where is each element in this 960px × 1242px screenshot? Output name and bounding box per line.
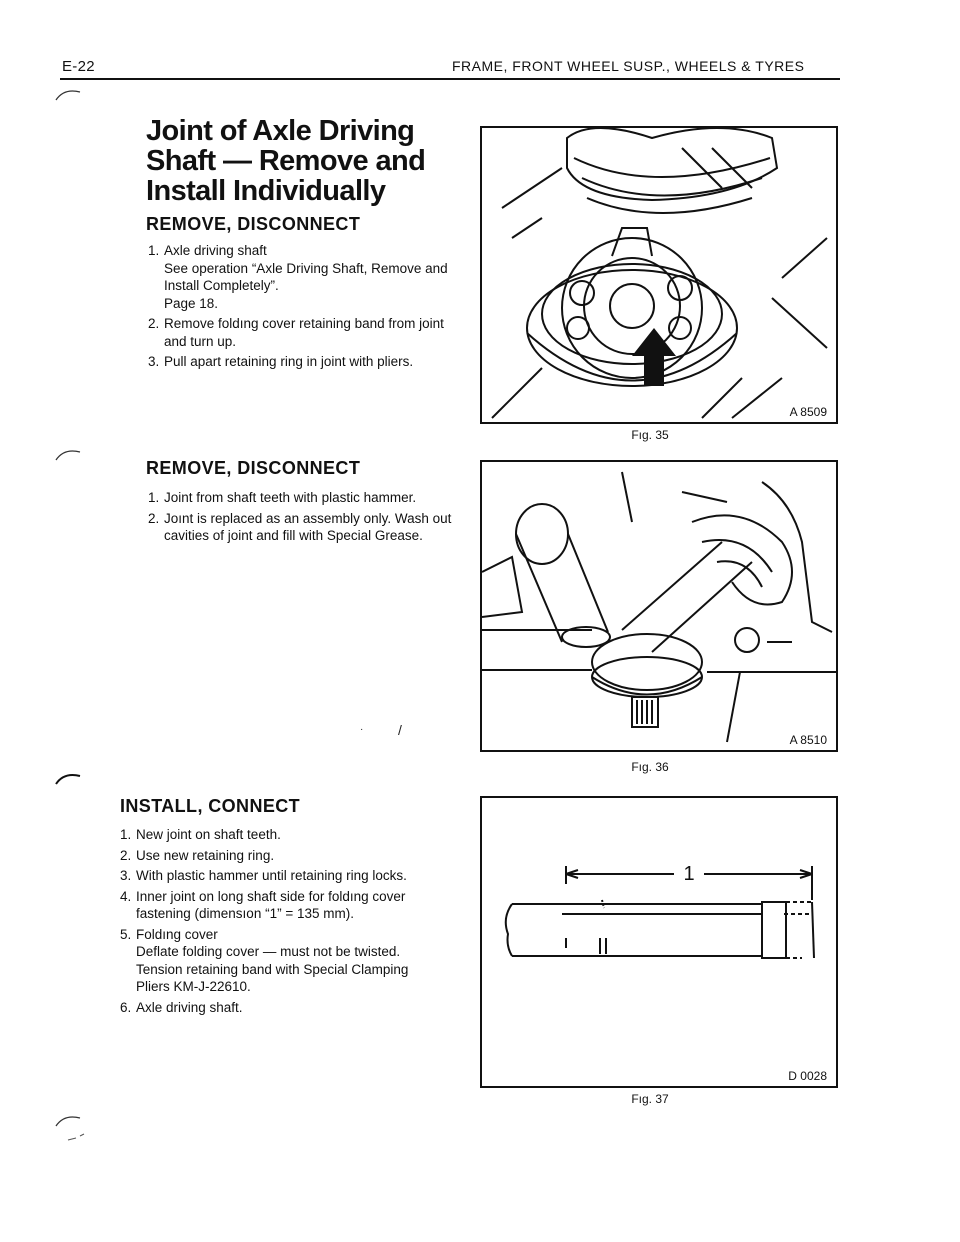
step-number: 2. (148, 316, 160, 331)
step-text: Pull apart retaining ring in joint with pliers. (164, 354, 414, 369)
step-number: 6. (120, 999, 132, 1015)
step-text: Remove foldıng cover retaining band from joint and turn up. (164, 316, 444, 349)
section-heading: REMOVE, DISCONNECT (146, 458, 361, 478)
step-subtext: Deflate folding cover — must not be twisted. (136, 944, 401, 959)
list-item (120, 847, 436, 865)
step-text: Axle driving shaft (164, 243, 267, 258)
page-title: Joint of Axle Driving Shaft — Remove and Install Individually (146, 115, 426, 207)
step-text: With plastic hammer until retaining ring locks. (136, 868, 407, 883)
dimension-label: 1 (683, 863, 695, 885)
scan-mark: / (398, 722, 402, 738)
step-subtext: Page 18. (164, 295, 219, 311)
margin-mark (54, 444, 84, 464)
joint-illustration (482, 128, 836, 422)
section-heading: REMOVE, DISCONNECT (146, 214, 361, 234)
figure-35 (480, 126, 838, 424)
step-subtext: Tension retaining band with Special Clamping Pliers KM-J-22610. (136, 961, 409, 994)
step-number: 1. (120, 827, 132, 842)
figure-caption: Fıg. 35 (631, 428, 669, 442)
step-text: Joınt is replaced as an assembly only. Wash out cavities of joint and fill with Special Grease. (164, 510, 452, 543)
step-text: Joint from shaft teeth with plastic hammer. (164, 490, 417, 505)
list-item (120, 888, 436, 923)
step-number: 1. (148, 243, 160, 258)
steps-list-remove-1 (148, 242, 468, 374)
step-number: 1. (148, 490, 160, 505)
step-number: 4. (120, 888, 132, 904)
scan-mark: · (360, 724, 364, 735)
step-text: Foldıng cover (136, 926, 218, 942)
list-item (148, 315, 468, 350)
figure-code: A 8509 (787, 405, 830, 419)
figure-code: A 8510 (787, 733, 830, 747)
list-item (148, 510, 468, 545)
step-number: 2. (120, 847, 132, 863)
step-text: New joint on shaft teeth. (136, 827, 281, 842)
margin-mark (54, 768, 84, 788)
margin-mark (54, 84, 84, 104)
figure-36 (480, 460, 838, 752)
section-title: FRAME, FRONT WHEEL SUSP., WHEELS & TYRES (452, 58, 805, 74)
figure-37 (480, 796, 838, 1088)
step-number: 3. (148, 354, 160, 369)
joint-hammer-illustration (482, 462, 836, 750)
step-text: Axle driving shaft. (136, 999, 243, 1015)
shaft-dimension-drawing (482, 798, 836, 1086)
step-number: 2. (148, 510, 160, 526)
figure-caption: Fıg. 37 (631, 1092, 669, 1106)
steps-list-install (120, 826, 436, 1019)
step-text: Inner joint on long shaft side for foldıng cover fastening (dimensıon “1” = 135 mm). (136, 888, 406, 921)
list-item (148, 489, 468, 507)
margin-mark (54, 1110, 90, 1144)
figure-code: D 0028 (785, 1069, 830, 1083)
step-text: Use new retaining ring. (136, 847, 275, 863)
section-heading: INSTALL, CONNECT (120, 796, 301, 816)
step-number: 5. (120, 926, 132, 942)
steps-list-remove-2 (148, 489, 468, 548)
step-subtext: See operation “Axle Driving Shaft, Remove and Install Completely”. (164, 260, 448, 293)
list-item (120, 826, 436, 844)
list-item (120, 926, 436, 996)
figure-caption: Fıg. 36 (631, 760, 669, 774)
header-divider (60, 78, 840, 80)
list-item (148, 242, 468, 312)
step-number: 3. (120, 868, 132, 883)
list-item (120, 999, 436, 1017)
list-item (148, 353, 468, 371)
page-code: E-22 (62, 58, 95, 75)
list-item (120, 867, 436, 885)
